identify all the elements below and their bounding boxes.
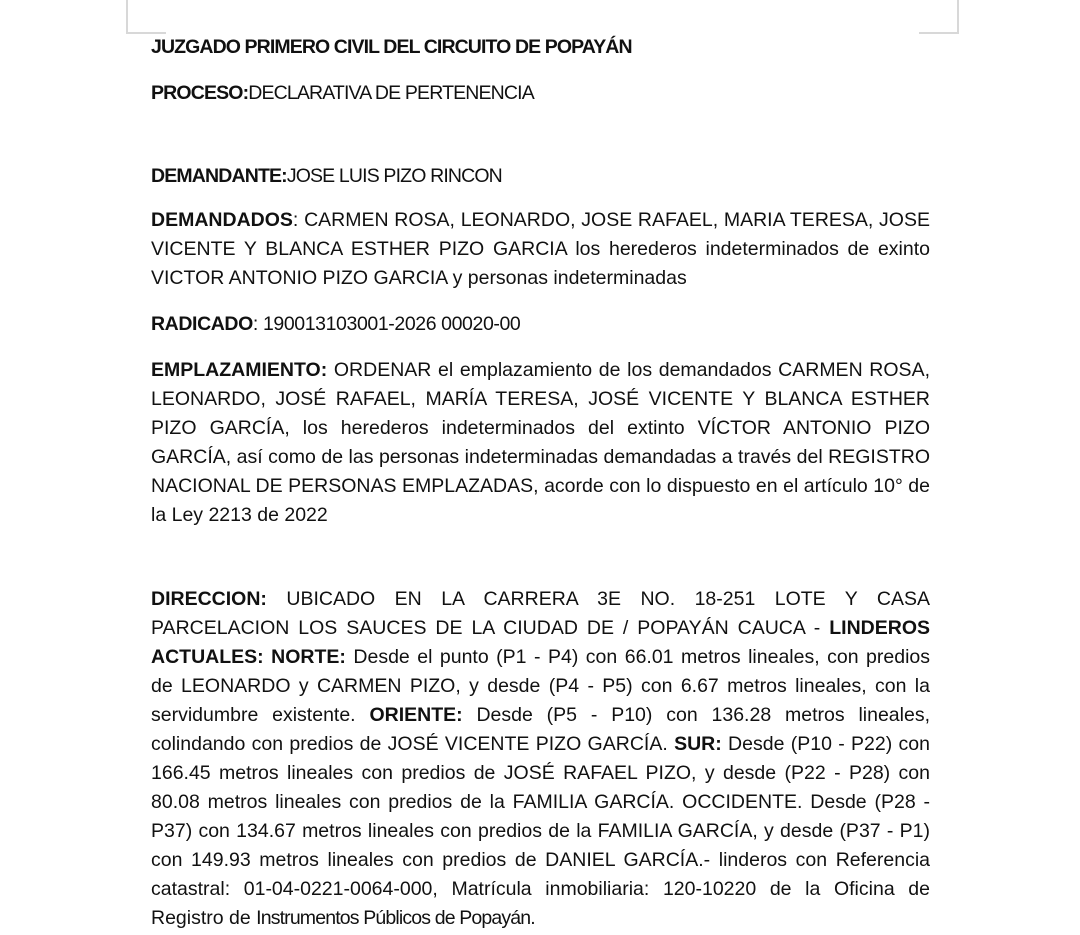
demandados-separator: : [292, 209, 299, 231]
demandados-label: DEMANDADOS [151, 209, 293, 231]
direccion-paragraph [151, 530, 930, 933]
lindero-sur-text: Desde (P10 - P22) con 166.45 metros lineales con predios de JOSÉ RAFAEL PIZO, y desde (P22 - P28) con 80.08 metros lineales con predios de la FAMILIA GARCÍA. OCCIDENTE. Desde (P28 - P37) con 134.67 metros lineales con predios de la FAMILIA GARCÍA, y desde (P37 - P1) con 149.93 metros lineales con predios de DANIEL GARCÍA.- linderos con Referencia catastral: 01-04-0221-0064-000, Matrícula inmobiliaria: 120-10220 de la Oficina de Registro de [151, 733, 930, 929]
demandados-paragraph [151, 191, 930, 293]
radicado-label: RADICADO [151, 313, 253, 335]
radicado-line [151, 293, 930, 339]
emplazamiento-paragraph [151, 339, 930, 530]
proceso-label: PROCESO: [151, 82, 249, 104]
court-title: JUZGADO PRIMERO CIVIL DEL CIRCUITO DE POPAYÁN [151, 36, 632, 58]
linderos-actuales-label: LINDEROS ACTUALES: [151, 617, 930, 668]
emplazamiento-value: ORDENAR el emplazamiento de los demandados CARMEN ROSA, LEONARDO, JOSÉ RAFAEL, MARÍA TERESA, JOSÉ VICENTE Y BLANCA ESTHER PIZO GARCÍA, los herederos indeterminados del extinto VÍCTOR ANTONIO PIZO GARCÍA, así como de las personas indeterminadas demandadas a través del REGISTRO NACIONAL DE PERSONAS EMPLAZADAS, acorde con lo dispuesto en el artículo 10° [151, 359, 930, 497]
direccion-label: DIRECCION: [151, 588, 267, 610]
emplazamiento-label: EMPLAZAMIENTO: [151, 359, 328, 381]
lindero-sur-label: SUR: [674, 733, 722, 755]
lindero-oriente-label: ORIENTE: [369, 704, 463, 726]
demandados-value: CARMEN ROSA, LEONARDO, JOSE RAFAEL, MARIA TERESA, JOSE VICENTE Y BLANCA ESTHER PIZO GARCIA los herederos indeterminados de exinto VICTOR ANTONIO PIZO GARCIA y personas indeterminadas [151, 209, 930, 289]
direccion-closing-text: Instrumentos Públicos de Popayán. [256, 907, 535, 929]
radicado-value: 190013103001-2026 00020-00 [257, 313, 521, 335]
emplazamiento-value-tail: de la Ley 2213 de 2022 [151, 475, 930, 526]
proceso-line [151, 62, 930, 108]
demandante-value: JOSE LUIS PIZO RINCON [286, 165, 502, 187]
lindero-norte-text: Desde el punto (P1 - P4) con 66.01 metros lineales, con predios de LEONARDO y CARMEN PIZO, y desde (P4 - P5) con 6.67 metros lineales, con la servidumbre existente. [151, 646, 930, 726]
demandante-label: DEMANDANTE: [151, 165, 287, 187]
radicado-separator: : [252, 313, 258, 335]
demandante-line [151, 108, 930, 191]
document-page [151, 0, 930, 933]
lindero-norte-label: NORTE: [263, 646, 346, 668]
lindero-oriente-text: Desde (P5 - P10) con 136.28 metros lineales, colindando con predios de JOSÉ VICENTE PIZO GARCÍA. [151, 704, 930, 755]
proceso-value: DECLARATIVA DE PERTENENCIA [248, 82, 534, 104]
direccion-address: UBICADO EN LA CARRERA 3E NO. 18-251 LOTE Y CASA PARCELACION LOS SAUCES DE LA CIUDAD DE / POPAYÁN CAUCA - [151, 588, 930, 639]
